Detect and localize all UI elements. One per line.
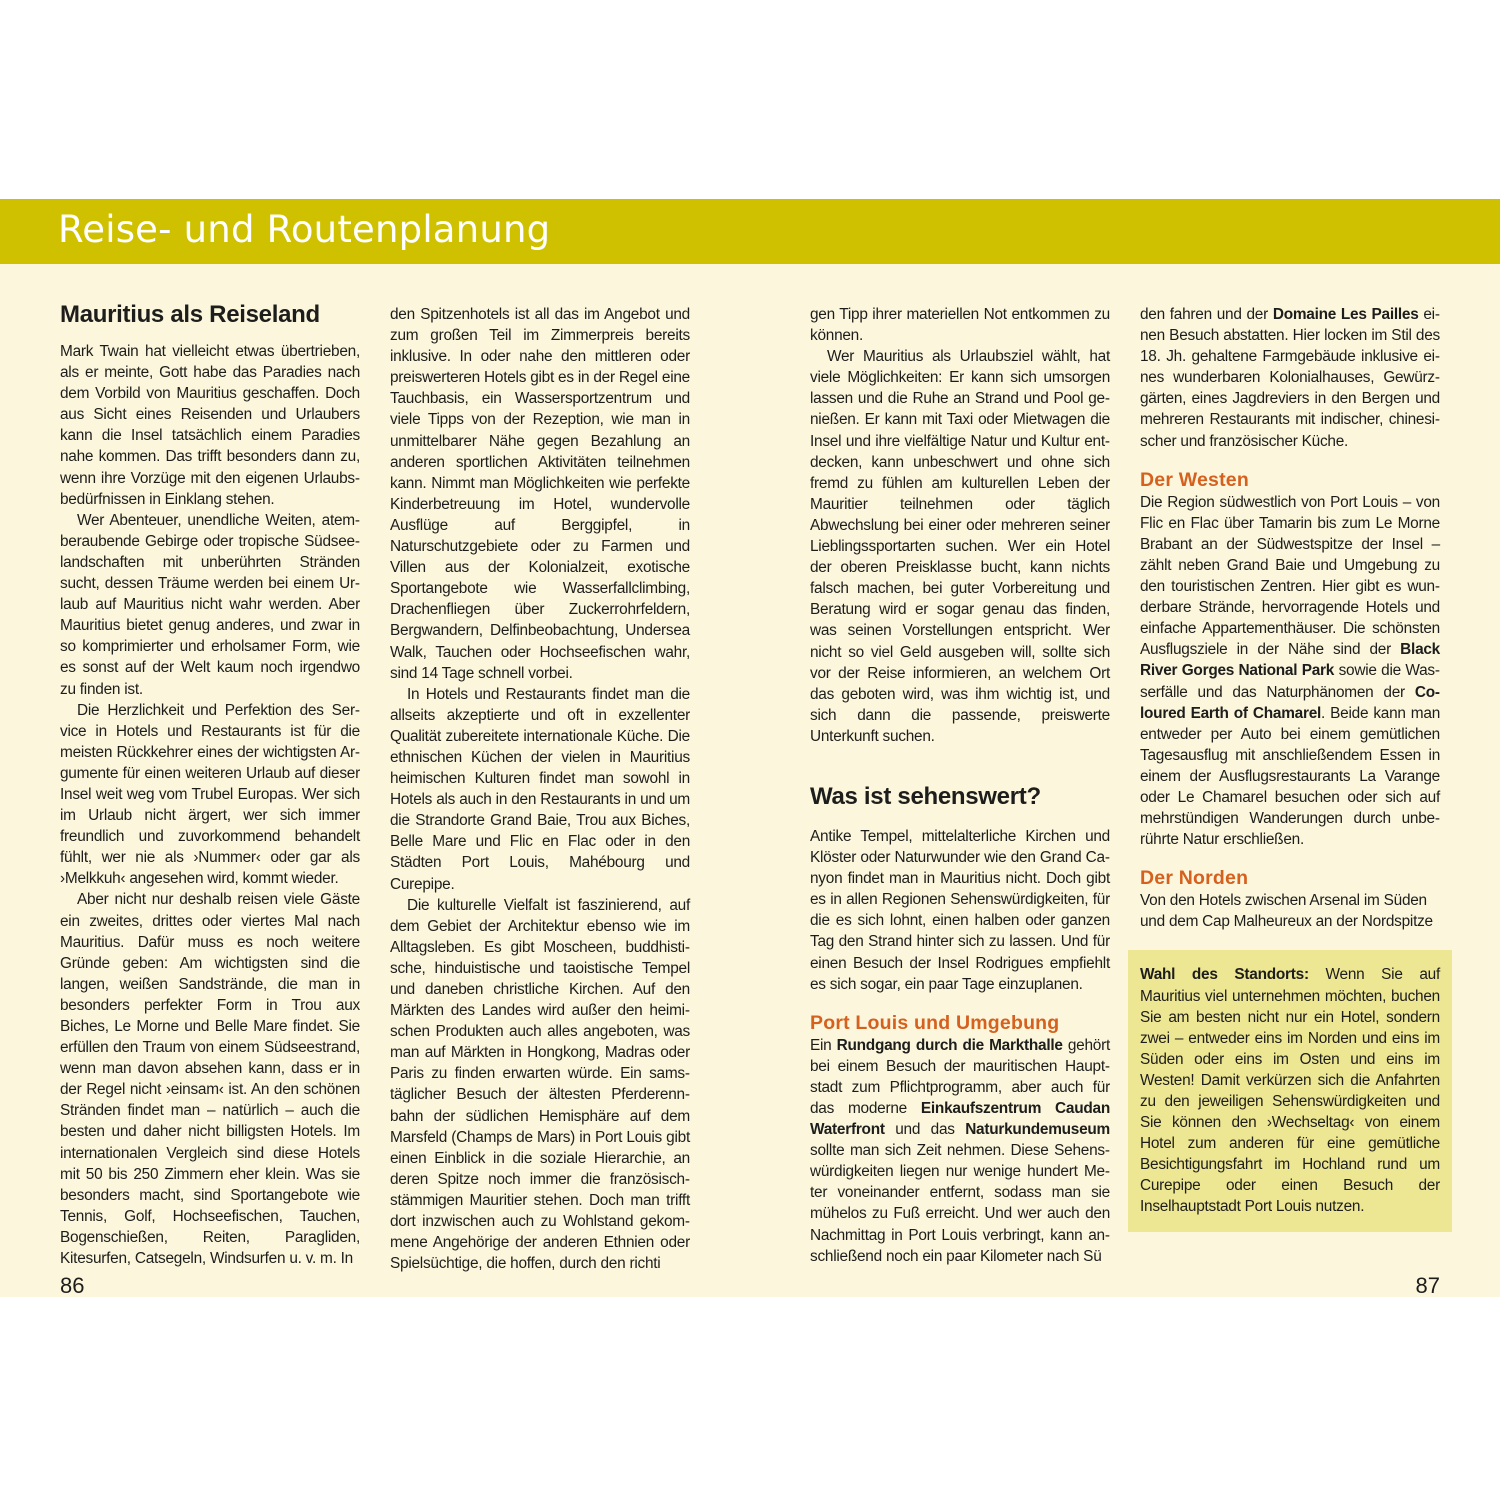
left-page-column-2 (390, 304, 690, 1274)
paragraph: Aber nicht nur deshalb reisen viele Gäste ein zweites, drittes oder viertes Mal nach Mauritius. Dafür muss es noch weitere Gründe geben: Am wichtigsten sind die langen, weißen Sandstrände, die man in besonders perfekter Form in Trou aux Biches, Le Morne und Belle Mare findet. Sie erfüllen den Traum von einem Südseestrand, wenn man davon absehen kann, dass er in der Regel nicht ›einsam‹ ist. An den schönen Stränden findet man – natürlich – auch die besten und daher nicht billigsten Hotels. Im internationalen Vergleich sind diese Hotels mit 50 bis 250 Zimmern eher klein. Was sie besonders macht, sind Sportangebote wie Tennis, Golf, Hochseefischen, Tauchen, Bogenschießen, Reiten, Paragliden, Kitesurfen, Catsegeln, Windsurfen u. v. m. In (60, 891, 360, 1268)
paragraph: Die Herzlichkeit und Perfektion des Service in Hotels und Restaurants ist für die meisten Rückkehrer eines der wichtigsten Argumente für einen weiteren Urlaub auf dieser Insel weit weg vom Trubel Europas. Wer sich im Urlaub nicht ärgert, wer sich immer freundlich und zuvorkommend behandelt fühlt, wer nie als ›Nummer‹ oder gar als ›Melkkuh‹ angesehen wird, kommt wieder. (60, 701, 360, 888)
subheading-port-louis: Port Louis und Umgebung (810, 1011, 1060, 1034)
paragraph: den fahren und der Domaine Les Pailles einen Besuch abstatten. Hier locken im Stil des 18. Jh. gehaltene Farmgebäude inklusive eines wunderbaren Kolonialhauses, Gewürzgärten, eines Jagdreviers in den Bergen und mehreren Restaurants mit indischer, chinesischer und französischer Küche. (1140, 306, 1440, 450)
paragraph-port-louis: Ein Rundgang durch die Markthalle gehört bei einem Besuch der mauritischen Hauptstadt zum Pflichtprogramm, aber auch für das moderne Einkaufszentrum Caudan Waterfront und das Naturkundemuseum sollte man sich Zeit nehmen. Diese Sehenswürdigkeiten liegen nur wenige hundert Meter voneinander entfernt, sodass man sie mühelos zu Fuß erreicht. Und wer auch den Nachmittag in Port Louis verbringt, kann anschließend noch ein paar Kilometer nach Sü (810, 1036, 1110, 1265)
right-page-column-1 (810, 304, 1110, 1267)
chapter-title: Reise- und Routenplanung (58, 208, 551, 251)
paragraph-north: Von den Hotels zwischen Arsenal im Süden und dem Cap Malheureux an der Nordspitze (1140, 892, 1433, 931)
highlight-naturkundemuseum: Naturkundemuseum (965, 1121, 1110, 1139)
tip-label: Wahl des Standorts: (1140, 966, 1309, 984)
paragraph: Mark Twain hat vielleicht etwas übertrieben, als er meinte, Gott habe das Paradies nach dem Vorbild von Mauritius geschaffen. Doch aus Sicht eines Reisenden und Urlaubers kann die Insel tatsächlich einem Paradies nahe kommen. Das trifft besonders dann zu, wenn ihre Vorzüge mit den eigenen Urlaubsbedürfnissen in Einklang stehen. (60, 343, 360, 508)
highlight-domaine-les-pailles: Domaine Les Pailles (1272, 306, 1419, 323)
paragraph: Antike Tempel, mittelalterliche Kirchen und Klöster oder Naturwunder wie den Grand Canyon findet man in Mauritius nicht. Doch gibt es in allen Regionen Sehenswürdigkeiten, für die es sich lohnt, einen halben oder ganzen Tag den Strand hinter sich zu lassen. Und für einen Besuch der Insel Rodrigues empfiehlt es sich sogar, ein paar Tage einzuplanen. (810, 827, 1110, 993)
right-page-column-2 (1140, 304, 1440, 1232)
paragraph: Die kulturelle Vielfalt ist faszinierend, auf dem Gebiet der Architektur ebenso wie im Alltagsleben. Es gibt Moscheen, buddhistische, hinduistische und taoistische Tempel und daneben christliche Kirchen. Auf den Märkten des Landes wird außer den heimischen Produkten auch alles angeboten, was man auf Märkten in Hongkong, Madras oder Paris zu finden erwarten würde. Ein samstäglicher Besuch der ältesten Pferderennbahn der südlichen Hemisphäre auf dem Marsfeld (Champs de Mars) in Port Louis gibt einen Einblick in die soziale Hierarchie, an deren Spitze noch immer die französischstämmigen Mauritier stehen. Doch man trifft dort inzwischen auch zu Wohlstand gekommene Angehörige der anderen Ethnien oder Spielsüchtige, die hoffen, durch den richti (390, 896, 690, 1273)
paragraph: gen Tipp ihrer materiellen Not entkommen zu können. (810, 306, 1110, 345)
left-page-column-1 (60, 299, 360, 1269)
subheading-der-westen: Der Westen (1140, 468, 1249, 491)
chapter-banner (0, 199, 1500, 264)
paragraph: In Hotels und Restaurants findet man die allseits akzeptierte und oft in exzellenter Qualität zubereitete internationale Küche. Die ethnischen Küchen der vielen in Mauritius heimischen Kulturen findet man sowohl in Hotels als auch in den Restaurants in und um die Strandorte Grand Baie, Trou aux Biches, Belle Mare und Flic en Flac oder in den Städten Port Louis, Mahébourg und Curepipe. (390, 685, 690, 893)
paragraph: den Spitzenhotels ist all das im Angebot und zum großen Teil im Zimmerpreis bereits inklusive. In oder nahe den mittleren oder preiswerteren Hotels gibt es in der Regel eine Tauchbasis, ein Wassersportzentrum und viele Tipps von der Rezeption, wie man in unmittelbarer Nähe gegen Bezahlung an anderen sportlichen Aktivitäten teilnehmen kann. Nimmt man Möglichkeiten wie perfekte Kinderbetreuung im Hotel, wundervolle Ausflüge auf Berggipfel, in Naturschutzgebiete oder zu Farmen und Villen aus der Kolonialzeit, exotische Sportangebote wie Wasserfallclimbing, Drachenfliegen über Zuckerrohrfeldern, Bergwandern, Delfinbeobachtung, Undersea Walk, Tauchen oder Hochseefischen wahr, sind 14 Tage schnell vorbei. (390, 306, 690, 682)
paragraph: Wer Mauritius als Urlaubsziel wählt, hat viele Möglichkeiten: Er kann sich umsorgen lassen und die Ruhe an Strand und Pool genießen. Er kann mit Taxi oder Mietwagen die Insel und ihre vielfältige Natur und Kultur entdecken, kann unbeschwert und ohne sich fremd zu fühlen am kulturellen Leben der Mauritier teilnehmen oder täglich Abwechslung bei einer oder mehreren seiner Lieblingssportarten suchen. Wer ein Hotel der oberen Preisklasse bucht, kann nichts falsch machen, bei guter Vorbereitung und Beratung wird er sogar genau das finden, was seinen Vorstellungen entspricht. Wer nicht so viel Geld ausgeben will, sollte sich vor der Reise informieren, an welchem Ort das geboten wird, was ihm wichtig ist, und sich dann die passende, preiswerte Unterkunft suchen. (810, 348, 1110, 745)
paragraph-west: Die Region südwestlich von Port Louis – von Flic en Flac über Tamarin bis zum Le Morne Brabant an der Südwestspitze der Insel – zählt neben Grand Baie und Umgebung zu den touristischen Zentren. Hier gibt es wunderbare Strände, hervorragende Hotels und einfache Appartementhäuser. Die schönsten Ausflugsziele in der Nähe sind der Black River Gorges National Park sowie die Wasserfälle und das Naturphänomen der Coloured Earth of Chamarel. Beide kann man entweder per Auto bei einem gemütlichen Tagesausflug mit anschließendem Essen in einem der Ausflugsrestaurants La Varange oder Le Chamarel besuchen oder sich auf mehrstündigen Wanderungen durch unberührte Natur erschließen. (1140, 493, 1440, 849)
section-heading-sehenswert: Was ist sehenswert? (810, 782, 1041, 810)
highlight-black-river-gorges: Black River Gorges National Park (1140, 641, 1440, 680)
page-number-left: 86 (60, 1273, 85, 1298)
tip-box (1128, 950, 1452, 1231)
highlight-caudan-waterfront: Einkaufszentrum Caudan Waterfront (810, 1100, 1110, 1139)
tip-text: Wahl des Standorts: Wenn Sie auf Mauritius viel unternehmen möchten, buchen Sie am besten nicht nur ein Hotel, sondern zwei – entweder eins im Norden und eins im Süden oder eins im Osten und eins im Westen! Damit verkürzen sich die Anfahrten zu den jeweiligen Sehenswürdigkeiten und Sie können den ›Wechseltag‹ von einem Hotel zum anderen für eine gemütliche Besichtigungsfahrt im Hochland rund um Curepipe oder einen Besuch der Inselhauptstadt Port Louis nutzen. (1140, 966, 1440, 1216)
section-heading-reiseland: Mauritius als Reiseland (60, 301, 320, 328)
highlight-coloured-earth: Coloured Earth of Chamarel (1140, 683, 1440, 722)
page-number-right: 87 (1415, 1273, 1440, 1298)
book-spread (0, 199, 1500, 1297)
highlight-markthalle: Rundgang durch die Markthalle (836, 1036, 1063, 1054)
paragraph: Wer Abenteuer, unendliche Weiten, atemberaubende Gebirge oder tropische Südseelandschaften mit unberührten Stränden sucht, dessen Träume werden bei einem Urlaub auf Mauritius nicht wahr werden. Aber Mauritius bietet genug anderes, und zwar in so komprimierter und erholsamer Form, wie es sonst auf der Welt kaum noch irgendwo zu finden ist. (60, 511, 360, 698)
subheading-der-norden: Der Norden (1140, 867, 1249, 890)
